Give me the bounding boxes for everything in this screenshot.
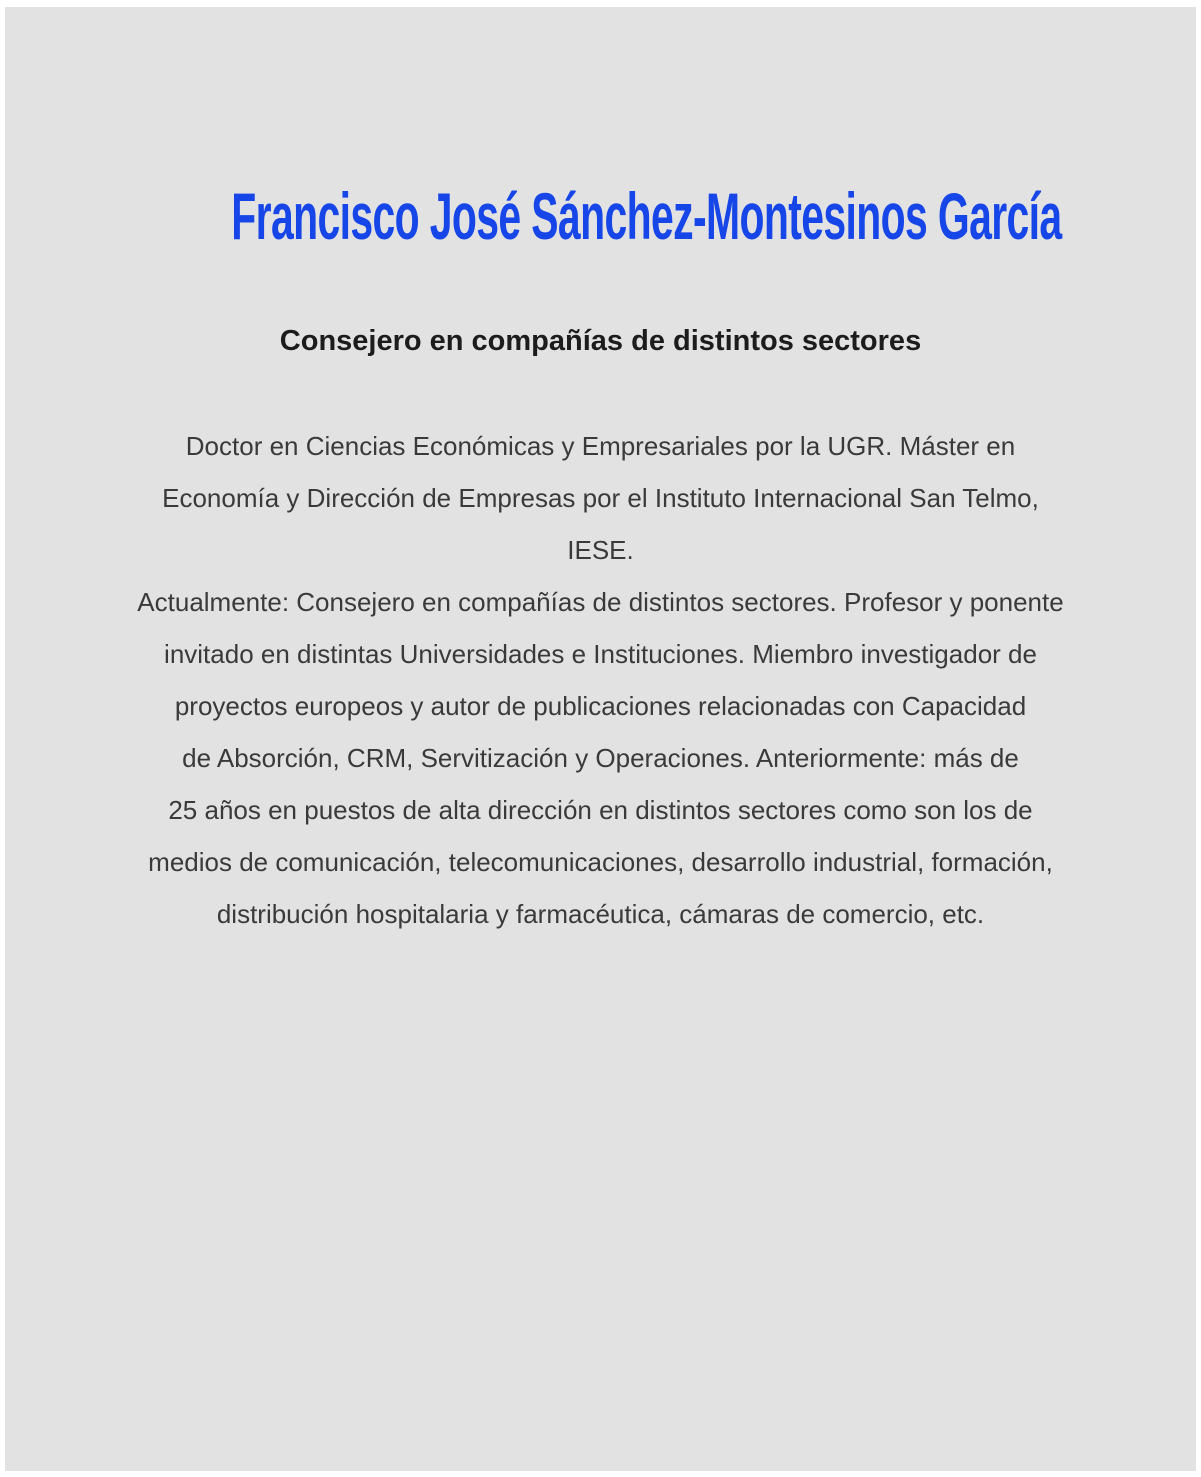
bio-line: Actualmente: Consejero en compañías de distintos sectores. Profesor y ponente <box>137 587 1064 618</box>
bio-line: distribución hospitalaria y farmacéutica, cámaras de comercio, etc. <box>216 899 985 930</box>
profile-name-heading <box>5 179 1196 253</box>
bio-line: de Absorción, CRM, Servitización y Operaciones. Anteriormente: más de <box>182 743 1019 774</box>
bio-line: IESE. <box>567 535 634 566</box>
bio-section <box>5 7 1196 1471</box>
profile-name-text: Francisco José Sánchez-Montesinos García <box>231 179 1062 253</box>
profile-role-subtitle: Consejero en compañías de distintos sectores <box>279 325 922 357</box>
bio-line: medios de comunicación, telecomunicaciones, desarrollo industrial, formación, <box>148 847 1053 878</box>
bio-line: proyectos europeos y autor de publicaciones relacionadas con Capacidad <box>174 691 1027 722</box>
bio-line: 25 años en puestos de alta dirección en distintos sectores como son los de <box>168 795 1033 826</box>
bio-line: invitado en distintas Universidades e Instituciones. Miembro investigador de <box>164 639 1037 670</box>
profile-bio <box>5 420 1196 940</box>
bio-line: Economía y Dirección de Empresas por el Instituto Internacional San Telmo, <box>162 483 1039 514</box>
bio-line: Doctor en Ciencias Económicas y Empresariales por la UGR. Máster en <box>185 431 1016 462</box>
